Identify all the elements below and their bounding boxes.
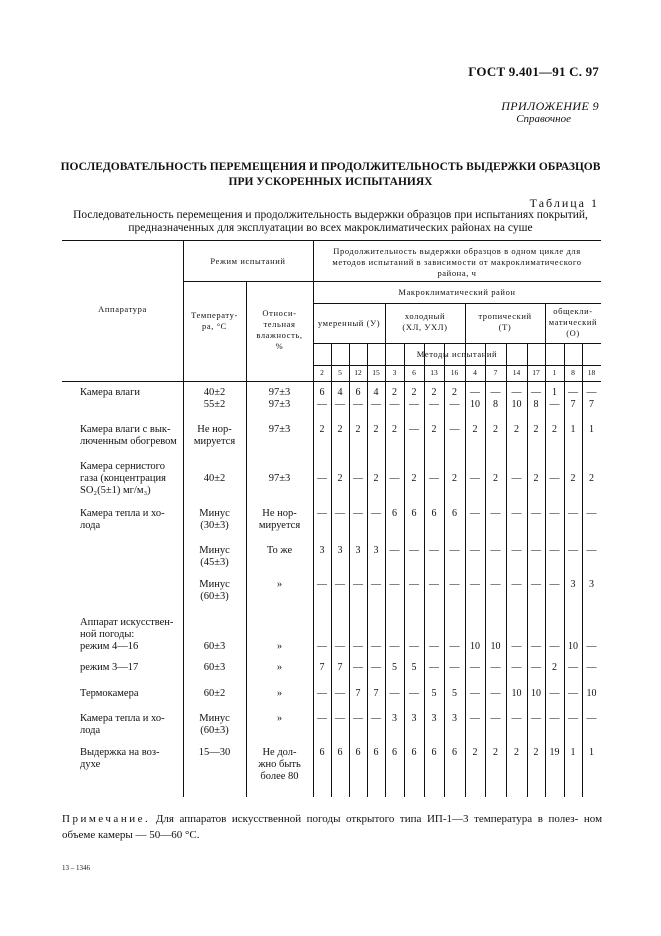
row-4-line-0-method-1: — <box>549 545 560 556</box>
row-4-line-0-method-14: — <box>511 545 522 556</box>
row-0-line-0-method-13: 2 <box>431 387 437 398</box>
caption-line-2: предназначенных для эксплуатации во всех макроклиматических районах на суше <box>128 222 533 234</box>
row-0-line-0-method-18: — <box>586 387 597 398</box>
row-7-line-0-method-16: — <box>449 662 460 673</box>
row-3-line-0-method-6: 6 <box>411 508 417 519</box>
row-8-line-0-method-4: — <box>470 688 480 699</box>
row-10-humidity-1: жно быть <box>258 759 301 770</box>
row-1-line-0-method-12: 2 <box>355 424 361 435</box>
row-5-line-0-method-7: — <box>490 579 501 590</box>
row-4-line-0-method-12: 3 <box>355 545 361 556</box>
row-10-line-0-method-1: 19 <box>549 747 560 758</box>
row-0-line-0-method-3: 2 <box>392 387 397 398</box>
col-rule-method-12 <box>564 343 565 797</box>
row-0-line-1-method-8: 7 <box>570 399 576 410</box>
row-0-line-0-method-15: 4 <box>373 387 379 398</box>
row-0-line-0-method-2: 6 <box>319 387 325 398</box>
row-9-humidity-0: » <box>276 713 283 724</box>
row-5-temperature-0: Минус <box>199 579 230 590</box>
header-apparatus: Аппаратура <box>98 304 147 314</box>
col-rule-method-10 <box>527 343 528 797</box>
row-2-label-1: газа (концентрация <box>80 473 166 484</box>
method-number-17: 17 <box>532 368 540 377</box>
row-4-line-0-method-15: 3 <box>373 545 379 556</box>
row-1-line-0-method-1: 2 <box>552 424 557 435</box>
note-text-1: Для аппаратов искусственной погоды открытого типа ИП-1—3 температура в полез- <box>155 813 579 825</box>
row-6-line-0-method-4: 10 <box>470 641 480 652</box>
row-1-temperature-1: мируется <box>193 436 236 447</box>
row-0-line-1-method-6: — <box>409 399 419 410</box>
row-0-humidity-1: 97±3 <box>268 399 291 410</box>
method-number-15: 15 <box>372 368 380 377</box>
row-10-temperature-0: 15—30 <box>198 747 231 758</box>
row-0-line-0-method-5: 4 <box>337 387 343 398</box>
header-methods: Методы испытаний <box>416 349 498 359</box>
row-8-line-0-method-12: 7 <box>355 688 361 699</box>
method-number-5: 5 <box>338 368 342 377</box>
row-8-label-0: Термокамера <box>80 688 139 699</box>
row-2-line-0-method-1: — <box>549 473 560 484</box>
row-6-line-0-method-2: — <box>317 641 327 652</box>
row-10-line-0-method-14: 2 <box>514 747 519 758</box>
row-5-humidity-0: » <box>276 579 283 590</box>
header-hum-2: тельная <box>263 319 296 329</box>
col-rule-method-2 <box>367 343 368 797</box>
table-top-rule <box>62 240 601 241</box>
row-10-humidity-2: более 80 <box>260 771 299 782</box>
row-9-line-0-method-12: — <box>353 713 363 724</box>
col-rule-method-6 <box>444 343 445 797</box>
row-9-line-0-method-14: — <box>511 713 522 724</box>
row-1-line-0-method-16: — <box>449 424 460 435</box>
row-6-label-2: режим 4—16 <box>80 641 139 652</box>
method-number-16: 16 <box>450 368 459 377</box>
row-9-line-0-method-5: — <box>335 713 345 724</box>
row-2-line-0-method-3: — <box>389 473 400 484</box>
row-5-line-0-method-13: — <box>429 579 439 590</box>
row-8-humidity-0: » <box>276 688 283 699</box>
row-3-line-0-method-3: 6 <box>392 508 397 519</box>
row-6-temperature-0: 60±3 <box>203 641 226 652</box>
row-0-line-1-method-5: — <box>335 399 345 410</box>
row-1-label-1: люченным обогревом <box>80 436 177 447</box>
col-rule-method-8 <box>485 343 486 797</box>
row-10-line-0-method-18: 1 <box>589 747 594 758</box>
row-9-label-1: лода <box>80 725 101 736</box>
header-hum-3: влажность, <box>256 330 303 340</box>
row-1-label-0: Камера влаги с вык- <box>80 424 171 435</box>
row-9-line-0-method-1: — <box>549 713 560 724</box>
row-8-line-0-method-16: 5 <box>452 688 457 699</box>
row-9-line-0-method-4: — <box>470 713 480 724</box>
header-region-general-1: общекли- <box>553 306 593 316</box>
row-4-temperature-0: Минус <box>199 545 230 556</box>
method-number-2: 2 <box>320 368 324 377</box>
row-2-line-0-method-13: — <box>429 473 439 484</box>
document-title <box>40 160 621 190</box>
row-1-line-0-method-4: 2 <box>472 424 478 435</box>
row-9-label-0: Камера тепла и хо- <box>80 713 165 724</box>
row-6-line-0-method-1: — <box>549 641 560 652</box>
row-0-line-1-method-14: 10 <box>511 399 522 410</box>
row-0-line-1-method-15: — <box>371 399 381 410</box>
row-6-humidity-0: » <box>276 641 283 652</box>
method-number-4: 4 <box>473 368 477 377</box>
header-region-cold-2: (ХЛ, УХЛ) <box>402 322 448 332</box>
row-9-line-0-method-7: — <box>490 713 501 724</box>
row-2-line-0-method-7: 2 <box>493 473 498 484</box>
row-5-line-0-method-16: — <box>449 579 460 590</box>
row-7-line-0-method-18: — <box>586 662 597 673</box>
row-2-line-0-method-8: 2 <box>570 473 576 484</box>
row-6-line-0-method-8: 10 <box>568 641 578 652</box>
row-6-line-0-method-16: — <box>449 641 460 652</box>
row-5-line-0-method-14: — <box>511 579 522 590</box>
row-1-temperature-0: Не нор- <box>197 424 232 435</box>
row-1-line-0-method-8: 1 <box>570 424 576 435</box>
method-number-18: 18 <box>587 368 596 377</box>
row-4-line-0-method-2: 3 <box>319 545 325 556</box>
row-0-line-1-method-2: — <box>317 399 327 410</box>
header-duration-3: района, ч <box>437 268 477 278</box>
header-temp-2: ра, °С <box>202 321 227 331</box>
method-number-3: 3 <box>392 368 397 377</box>
header-rule-methods <box>313 365 601 366</box>
header-temp-1: Температу- <box>191 310 238 320</box>
row-7-line-0-method-13: — <box>429 662 439 673</box>
method-number-1: 1 <box>552 368 557 377</box>
row-3-line-0-method-5: — <box>335 508 345 519</box>
col-rule-method-9 <box>506 343 507 797</box>
row-10-line-0-method-3: 6 <box>392 747 397 758</box>
row-0-line-0-method-4: — <box>470 387 480 398</box>
row-3-line-0-method-1: — <box>549 508 560 519</box>
row-10-line-0-method-13: 6 <box>431 747 437 758</box>
row-3-humidity-1: мируется <box>258 520 301 531</box>
row-1-line-0-method-14: 2 <box>514 424 519 435</box>
row-2-line-0-method-2: — <box>317 473 327 484</box>
header-rule-regions <box>313 343 601 344</box>
row-2-line-0-method-6: 2 <box>411 473 417 484</box>
row-0-line-0-method-16: 2 <box>452 387 457 398</box>
row-7-line-0-method-3: 5 <box>392 662 397 673</box>
row-1-line-0-method-18: 1 <box>589 424 594 435</box>
row-5-line-0-method-2: — <box>317 579 327 590</box>
col-rule-method-4 <box>404 343 405 797</box>
col-rule-method-13 <box>582 343 583 797</box>
row-1-line-0-method-17: 2 <box>533 424 539 435</box>
row-6-label-1: ной погоды: <box>80 629 135 640</box>
title-line-1: ПОСЛЕДОВАТЕЛЬНОСТЬ ПЕРЕМЕЩЕНИЯ И ПРОДОЛЖИТЕЛЬНОСТЬ ВЫДЕРЖКИ ОБРАЗЦОВ <box>60 161 601 173</box>
row-4-line-0-method-4: — <box>470 545 480 556</box>
row-4-line-0-method-3: — <box>389 545 400 556</box>
row-4-line-0-method-17: — <box>531 545 541 556</box>
row-7-humidity-0: » <box>276 662 283 673</box>
row-8-line-0-method-8: — <box>568 688 578 699</box>
row-5-temperature-1: (60±3) <box>200 591 229 602</box>
row-7-line-0-method-14: — <box>511 662 522 673</box>
row-6-line-0-method-15: — <box>371 641 381 652</box>
row-2-line-0-method-15: 2 <box>373 473 379 484</box>
row-4-humidity-0: То же <box>266 545 293 556</box>
appendix-label: ПРИЛОЖЕНИЕ 9 <box>501 99 599 113</box>
row-3-label-0: Камера тепла и хо- <box>80 508 165 519</box>
row-0-line-1-method-12: — <box>353 399 363 410</box>
row-5-line-0-method-15: — <box>371 579 381 590</box>
row-0-line-1-method-16: — <box>449 399 460 410</box>
row-3-line-0-method-17: — <box>531 508 541 519</box>
row-9-line-0-method-8: — <box>568 713 578 724</box>
row-2-line-0-method-5: 2 <box>337 473 343 484</box>
row-8-line-0-method-1: — <box>549 688 560 699</box>
row-0-line-0-method-7: — <box>490 387 501 398</box>
row-9-line-0-method-16: 3 <box>452 713 457 724</box>
row-7-line-0-method-8: — <box>568 662 578 673</box>
method-number-7: 7 <box>493 368 498 377</box>
method-number-13: 13 <box>430 368 438 377</box>
row-9-line-0-method-13: 3 <box>431 713 437 724</box>
row-9-line-0-method-6: 3 <box>411 713 417 724</box>
row-8-line-0-method-18: 10 <box>586 688 597 699</box>
row-6-line-0-method-14: — <box>511 641 522 652</box>
page-footer-code: 13 – 1346 <box>62 864 90 872</box>
row-4-line-0-method-18: — <box>586 545 597 556</box>
header-hum-1: Относи- <box>262 308 297 318</box>
row-0-line-0-method-6: 2 <box>411 387 417 398</box>
row-0-line-1-method-1: — <box>549 399 560 410</box>
row-0-line-1-method-4: 10 <box>470 399 480 410</box>
row-8-line-0-method-14: 10 <box>511 688 522 699</box>
row-6-line-0-method-12: — <box>353 641 363 652</box>
table-number: Таблица 1 <box>529 196 599 210</box>
header-region-temperate: умеренный (У) <box>317 318 381 328</box>
row-8-line-0-method-7: — <box>490 688 501 699</box>
row-6-line-0-method-18: — <box>586 641 597 652</box>
row-0-humidity-0: 97±3 <box>268 387 291 398</box>
row-10-line-0-method-2: 6 <box>319 747 325 758</box>
row-1-line-0-method-5: 2 <box>337 424 343 435</box>
row-0-line-0-method-12: 6 <box>355 387 361 398</box>
row-2-line-0-method-12: — <box>353 473 363 484</box>
row-6-line-0-method-13: — <box>429 641 439 652</box>
row-6-label-0: Аппарат искусствен- <box>80 617 174 628</box>
row-5-line-0-method-5: — <box>335 579 345 590</box>
row-1-line-0-method-6: — <box>409 424 419 435</box>
row-3-line-0-method-8: — <box>568 508 578 519</box>
row-7-line-0-method-12: — <box>353 662 363 673</box>
row-1-line-0-method-2: 2 <box>319 424 325 435</box>
header-region-general-3: (О) <box>566 328 580 338</box>
row-0-temperature-1: 55±2 <box>203 399 226 410</box>
row-1-line-0-method-13: 2 <box>431 424 437 435</box>
row-2-line-0-method-4: — <box>470 473 480 484</box>
row-7-line-0-method-4: — <box>470 662 480 673</box>
row-10-humidity-0: Не дол- <box>262 747 297 758</box>
row-1-line-0-method-15: 2 <box>373 424 379 435</box>
row-9-line-0-method-18: — <box>586 713 597 724</box>
row-7-temperature-0: 60±3 <box>203 662 226 673</box>
row-4-temperature-1: (45±3) <box>200 557 229 568</box>
method-number-12: 12 <box>354 368 362 377</box>
header-region-general-2: матический <box>548 317 598 327</box>
row-10-line-0-method-8: 1 <box>570 747 576 758</box>
row-8-line-0-method-15: 7 <box>373 688 379 699</box>
row-3-line-0-method-18: — <box>586 508 597 519</box>
header-duration-2: методов испытаний в зависимости от макроклиматического <box>332 257 582 267</box>
row-6-line-0-method-5: — <box>335 641 345 652</box>
row-4-line-0-method-16: — <box>449 545 460 556</box>
row-3-line-0-method-4: — <box>470 508 480 519</box>
header-macro: Макроклиматический район <box>398 287 516 297</box>
row-0-line-1-method-7: 8 <box>493 399 498 410</box>
row-9-line-0-method-15: — <box>371 713 381 724</box>
row-6-line-0-method-6: — <box>409 641 419 652</box>
row-4-line-0-method-6: — <box>409 545 419 556</box>
row-10-line-0-method-16: 6 <box>452 747 457 758</box>
row-2-humidity-0: 97±3 <box>268 473 291 484</box>
row-9-line-0-method-17: — <box>531 713 541 724</box>
row-10-line-0-method-17: 2 <box>533 747 539 758</box>
header-duration-1: Продолжительность выдержки образцов в одном цикле для <box>333 246 581 256</box>
row-7-line-0-method-15: — <box>371 662 381 673</box>
row-4-line-0-method-7: — <box>490 545 501 556</box>
row-0-label-0: Камера влаги <box>80 387 141 398</box>
header-hum-4: % <box>275 341 284 351</box>
row-4-line-0-method-8: — <box>568 545 578 556</box>
row-6-line-0-method-7: 10 <box>490 641 501 652</box>
row-1-line-0-method-3: 2 <box>392 424 397 435</box>
row-5-line-0-method-3: — <box>389 579 400 590</box>
row-8-line-0-method-2: — <box>317 688 327 699</box>
row-0-line-1-method-13: — <box>429 399 439 410</box>
row-10-line-0-method-4: 2 <box>472 747 478 758</box>
row-2-line-0-method-14: — <box>511 473 522 484</box>
table-caption <box>40 209 621 235</box>
row-7-line-0-method-1: 2 <box>552 662 557 673</box>
row-10-line-0-method-5: 6 <box>337 747 343 758</box>
row-0-line-0-method-8: — <box>568 387 578 398</box>
row-6-line-0-method-17: — <box>531 641 541 652</box>
row-1-line-0-method-7: 2 <box>493 424 498 435</box>
row-3-temperature-1: (30±3) <box>200 520 229 531</box>
row-0-line-1-method-18: 7 <box>589 399 594 410</box>
row-9-temperature-0: Минус <box>199 713 230 724</box>
row-5-line-0-method-18: 3 <box>589 579 594 590</box>
row-3-line-0-method-2: — <box>317 508 327 519</box>
row-8-line-0-method-6: — <box>409 688 419 699</box>
col-rule-method-0 <box>331 343 332 797</box>
caption-line-1: Последовательность перемещения и продолжительность выдержки образцов при испытаниях покрытий, <box>73 209 588 221</box>
row-7-line-0-method-17: — <box>531 662 541 673</box>
row-3-temperature-0: Минус <box>199 508 230 519</box>
header-region-tropical-1: тропический <box>478 311 532 321</box>
appendix-type: Справочное <box>516 113 571 125</box>
row-4-line-0-method-5: 3 <box>337 545 343 556</box>
method-number-6: 6 <box>412 368 416 377</box>
row-8-line-0-method-13: 5 <box>431 688 437 699</box>
row-3-line-0-method-7: — <box>490 508 501 519</box>
row-5-line-0-method-17: — <box>531 579 541 590</box>
row-9-line-0-method-3: 3 <box>392 713 397 724</box>
row-7-line-0-method-2: 7 <box>319 662 325 673</box>
row-3-line-0-method-13: 6 <box>431 508 437 519</box>
row-7-line-0-method-5: 7 <box>337 662 343 673</box>
row-8-line-0-method-17: 10 <box>531 688 541 699</box>
row-2-label-2: SO₂(5±1) мг/м₃) <box>80 485 151 496</box>
row-3-line-0-method-14: — <box>511 508 522 519</box>
row-0-line-0-method-17: — <box>531 387 541 398</box>
note-label: Примечание. <box>62 813 151 825</box>
header-region-cold-1: холодный <box>404 311 446 321</box>
row-6-line-0-method-3: — <box>389 641 400 652</box>
row-7-line-0-method-6: 5 <box>411 662 417 673</box>
row-5-line-0-method-6: — <box>409 579 419 590</box>
row-0-line-0-method-1: 1 <box>552 387 557 398</box>
row-0-line-1-method-17: 8 <box>533 399 539 410</box>
row-3-line-0-method-16: 6 <box>452 508 457 519</box>
header-rule-macro <box>313 303 601 304</box>
row-0-line-0-method-14: — <box>511 387 522 398</box>
page-header: ГОСТ 9.401—91 С. 97 <box>468 64 599 79</box>
row-3-line-0-method-12: — <box>353 508 363 519</box>
row-0-line-1-method-3: — <box>389 399 400 410</box>
row-4-line-0-method-13: — <box>429 545 439 556</box>
row-8-line-0-method-3: — <box>389 688 400 699</box>
table-note <box>62 811 602 843</box>
row-9-line-0-method-2: — <box>317 713 327 724</box>
row-2-line-0-method-18: 2 <box>589 473 594 484</box>
row-5-line-0-method-12: — <box>353 579 363 590</box>
row-7-label-0: режим 3—17 <box>80 662 139 673</box>
row-7-line-0-method-7: — <box>490 662 501 673</box>
row-10-label-1: духе <box>80 759 101 770</box>
row-5-line-0-method-4: — <box>470 579 480 590</box>
row-2-line-0-method-16: 2 <box>452 473 457 484</box>
title-line-2: ПРИ УСКОРЕННЫХ ИСПЫТАНИЯХ <box>228 176 433 188</box>
row-2-line-0-method-17: 2 <box>533 473 539 484</box>
row-10-label-0: Выдержка на воз- <box>80 747 160 758</box>
row-3-line-0-method-15: — <box>371 508 381 519</box>
row-3-label-1: лода <box>80 520 101 531</box>
method-number-8: 8 <box>571 368 575 377</box>
row-10-line-0-method-12: 6 <box>355 747 361 758</box>
row-8-temperature-0: 60±2 <box>203 688 226 699</box>
col-rule-method-1 <box>349 343 350 797</box>
row-2-label-0: Камера сернистого <box>80 461 165 472</box>
row-10-line-0-method-6: 6 <box>411 747 417 758</box>
row-10-line-0-method-7: 2 <box>493 747 498 758</box>
row-1-humidity-0: 97±3 <box>268 424 291 435</box>
row-5-line-0-method-8: 3 <box>570 579 576 590</box>
method-number-14: 14 <box>512 368 521 377</box>
col-rule-method-5 <box>424 343 425 797</box>
row-5-line-0-method-1: — <box>549 579 560 590</box>
note-text-2: ном объеме камеры — 50—60 °С. <box>62 813 603 841</box>
row-10-line-0-method-15: 6 <box>373 747 379 758</box>
row-8-line-0-method-5: — <box>335 688 345 699</box>
row-3-humidity-0: Не нор- <box>262 508 297 519</box>
header-mode: Режим испытаний <box>210 256 286 266</box>
header-region-tropical-2: (Т) <box>498 322 512 332</box>
row-2-temperature-0: 40±2 <box>203 473 226 484</box>
row-9-temperature-1: (60±3) <box>200 725 229 736</box>
row-0-temperature-0: 40±2 <box>203 387 226 398</box>
